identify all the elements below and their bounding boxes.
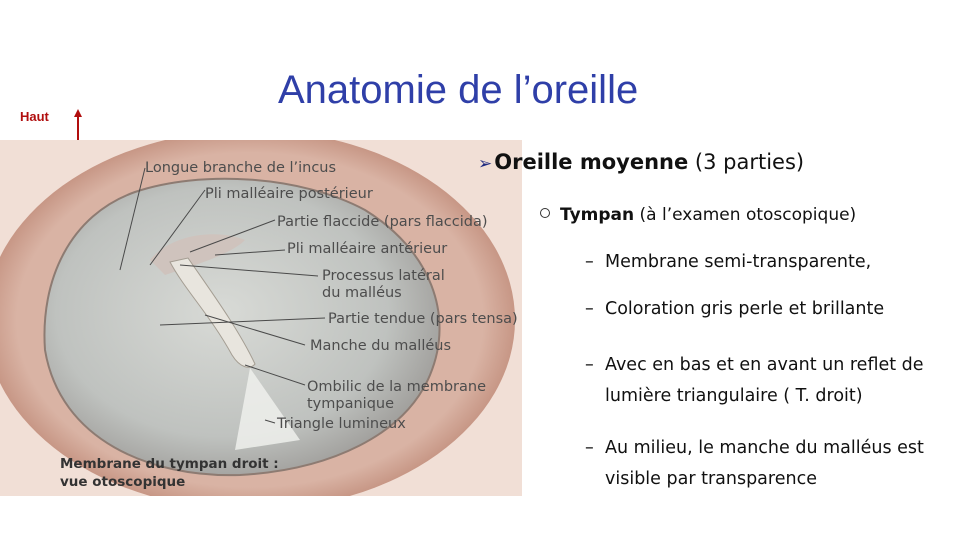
main-bullet-label: Oreille moyenne <box>494 150 689 174</box>
arrow-bullet-icon: ➢ <box>478 154 493 174</box>
label-light-triangle: Triangle lumineux <box>277 416 406 432</box>
list-item-text: Au milieu, le manche du malléus est visible par transparence <box>605 438 924 489</box>
list-item-text: Membrane semi-transparente, <box>605 252 872 272</box>
label-incus: Longue branche de l’incus <box>145 160 337 176</box>
label-pars-tensa: Partie tendue (pars tensa) <box>328 311 518 327</box>
page-title: Anatomie de l’oreille <box>278 68 639 112</box>
sub-bullet-suffix: (à l’examen otoscopique) <box>634 205 857 225</box>
label-umbo-2: tympanique <box>307 396 395 412</box>
label-pars-flaccida: Partie flaccide (pars flaccida) <box>277 214 488 230</box>
label-malleus-handle: Manche du malléus <box>310 338 452 354</box>
list-item-text: Avec en bas et en avant un reflet de lumière triangulaire ( T. droit) <box>605 355 924 406</box>
label-lateral-process-2: du malléus <box>322 285 402 301</box>
sub-bullet <box>540 205 856 225</box>
list-item <box>585 433 935 495</box>
list-item <box>585 294 925 325</box>
list-item <box>585 350 955 412</box>
label-posterior-fold: Pli malléaire postérieur <box>205 186 373 202</box>
circle-bullet-icon <box>540 208 550 218</box>
label-lateral-process-1: Processus latéral <box>322 268 445 284</box>
dash-bullet-icon: – <box>585 438 594 458</box>
main-bullet <box>478 150 804 174</box>
label-umbo-1: Ombilic de la membrane <box>307 379 486 395</box>
up-label: Haut <box>20 109 49 124</box>
dash-bullet-icon: – <box>585 299 594 319</box>
figure-caption-line1: Membrane du tympan droit : <box>60 456 279 472</box>
sub-bullet-label: Tympan <box>560 205 635 225</box>
label-anterior-fold: Pli malléaire antérieur <box>287 241 448 257</box>
dash-bullet-icon: – <box>585 252 594 272</box>
tympanic-membrane-illustration <box>0 140 522 496</box>
dash-bullet-icon: – <box>585 355 594 375</box>
main-bullet-suffix: (3 parties) <box>688 150 805 174</box>
list-item-text: Coloration gris perle et brillante <box>605 299 885 319</box>
list-item <box>585 247 925 278</box>
figure-caption-line2: vue otoscopique <box>60 474 186 490</box>
